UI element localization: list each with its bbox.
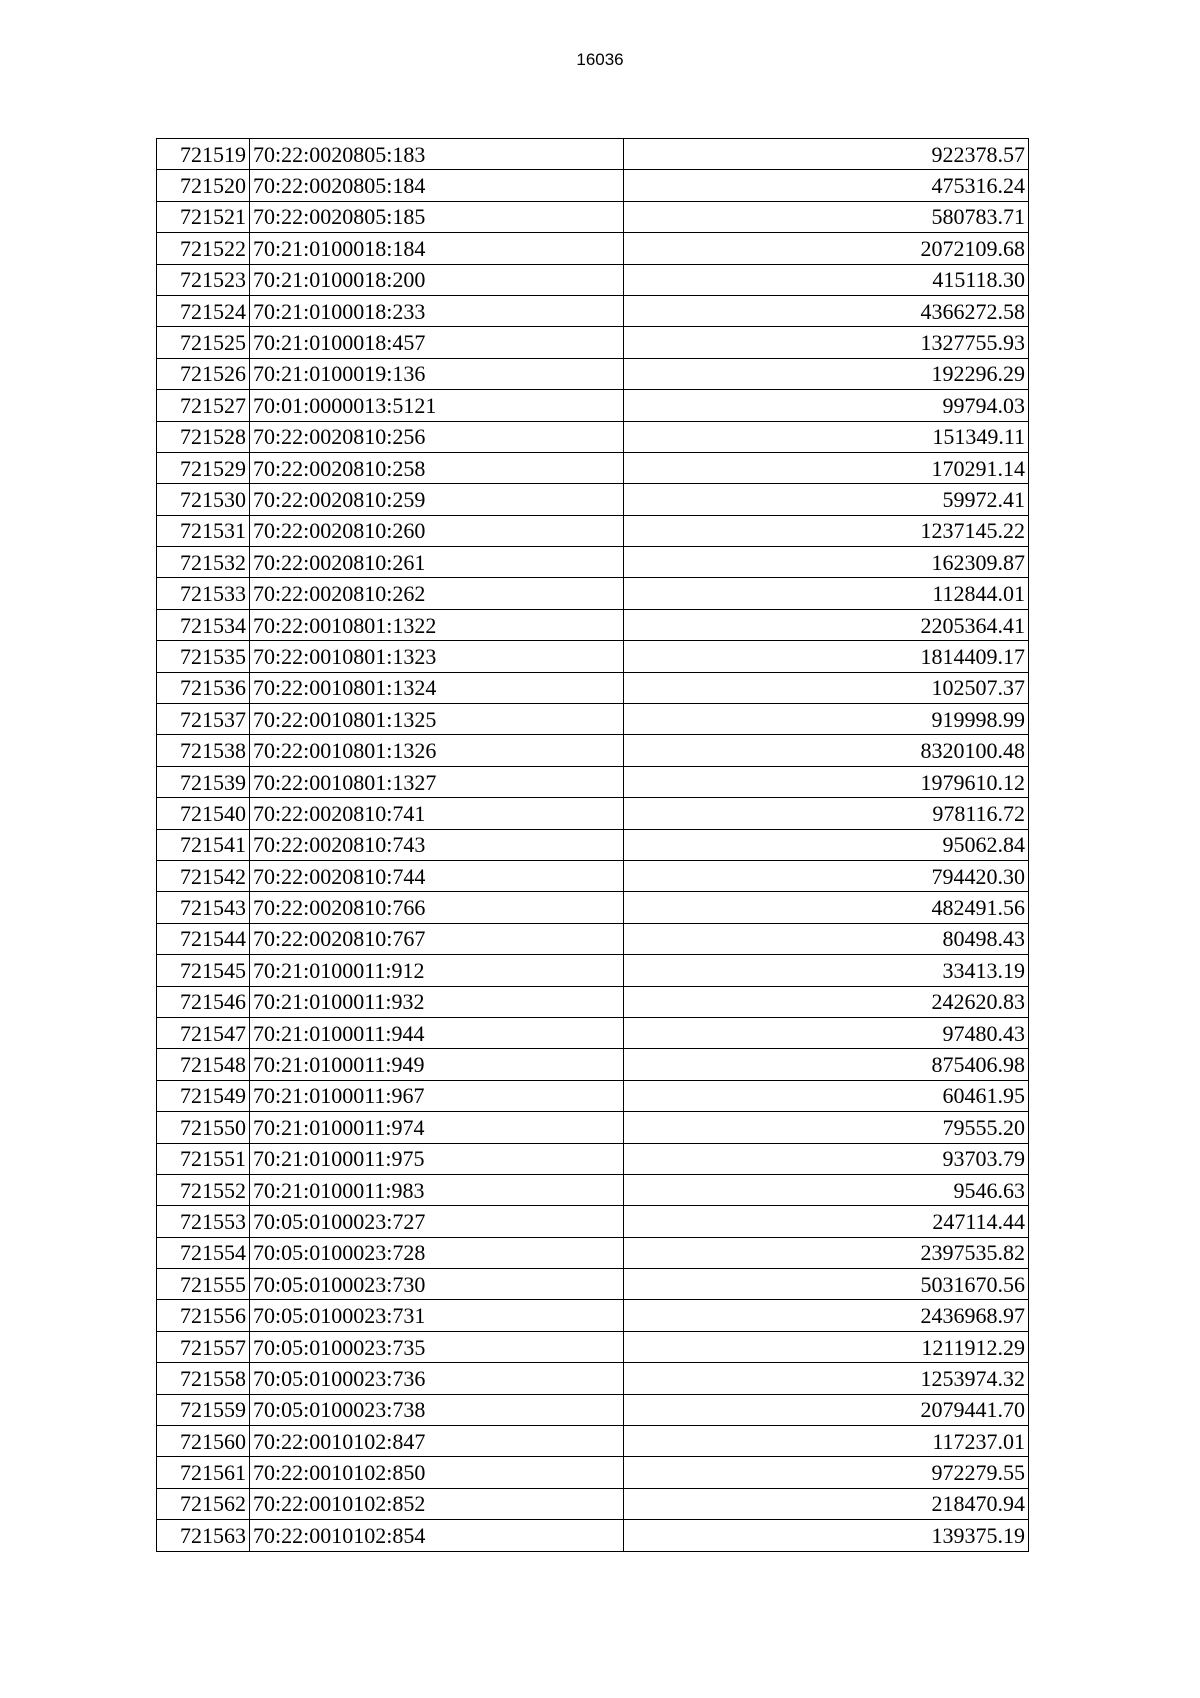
row-number: 721550 [157,1112,250,1143]
cadastral-number: 70:05:0100023:730 [250,1269,624,1300]
cadastral-value: 8320100.48 [624,735,1029,766]
cadastral-number: 70:05:0100023:736 [250,1363,624,1394]
table-row [157,1300,1029,1331]
table-row [157,515,1029,546]
row-number: 721544 [157,923,250,954]
cadastral-value: 875406.98 [624,1049,1029,1080]
cadastral-value: 919998.99 [624,704,1029,735]
row-number: 721553 [157,1206,250,1237]
table-row [157,1269,1029,1300]
cadastral-number: 70:21:0100011:983 [250,1174,624,1205]
cadastral-value: 112844.01 [624,578,1029,609]
row-number: 721558 [157,1363,250,1394]
cadastral-value: 4366272.58 [624,295,1029,326]
cadastral-value: 117237.01 [624,1426,1029,1457]
cadastral-value: 415118.30 [624,264,1029,295]
cadastral-number: 70:22:0010801:1326 [250,735,624,766]
cadastral-value: 99794.03 [624,390,1029,421]
cadastral-number: 70:22:0020810:741 [250,798,624,829]
row-number: 721539 [157,766,250,797]
row-number: 721543 [157,892,250,923]
cadastral-number: 70:22:0010102:847 [250,1426,624,1457]
table-row [157,1143,1029,1174]
cadastral-number: 70:22:0020805:183 [250,139,624,170]
cadastral-number: 70:22:0020810:259 [250,484,624,515]
table-row [157,1394,1029,1425]
row-number: 721541 [157,829,250,860]
cadastral-value: 102507.37 [624,672,1029,703]
table-row [157,484,1029,515]
row-number: 721545 [157,955,250,986]
cadastral-number: 70:22:0020810:766 [250,892,624,923]
table-row [157,1488,1029,1519]
row-number: 721527 [157,390,250,421]
row-number: 721552 [157,1174,250,1205]
table-row [157,1206,1029,1237]
cadastral-number: 70:21:0100011:949 [250,1049,624,1080]
cadastral-value: 5031670.56 [624,1269,1029,1300]
table-row [157,1237,1029,1268]
table-row [157,798,1029,829]
table-row [157,641,1029,672]
cadastral-number: 70:21:0100011:912 [250,955,624,986]
cadastral-number: 70:22:0020810:744 [250,860,624,891]
row-number: 721555 [157,1269,250,1300]
table-row [157,201,1029,232]
cadastral-value: 247114.44 [624,1206,1029,1237]
cadastral-value: 482491.56 [624,892,1029,923]
table-row [157,1112,1029,1143]
cadastral-number: 70:22:0020810:262 [250,578,624,609]
row-number: 721556 [157,1300,250,1331]
cadastral-number: 70:05:0100023:735 [250,1331,624,1362]
table-row [157,860,1029,891]
cadastral-number: 70:22:0020805:185 [250,201,624,232]
row-number: 721532 [157,547,250,578]
cadastral-value: 1814409.17 [624,641,1029,672]
cadastral-number: 70:05:0100023:727 [250,1206,624,1237]
cadastral-value: 162309.87 [624,547,1029,578]
table-row [157,735,1029,766]
table-row [157,704,1029,735]
cadastral-number: 70:21:0100011:974 [250,1112,624,1143]
row-number: 721562 [157,1488,250,1519]
table-row [157,358,1029,389]
cadastral-number: 70:22:0020805:184 [250,170,624,201]
row-number: 721549 [157,1080,250,1111]
cadastral-number: 70:01:0000013:5121 [250,390,624,421]
cadastral-number: 70:21:0100018:457 [250,327,624,358]
cadastral-value: 794420.30 [624,860,1029,891]
cadastral-value: 97480.43 [624,1017,1029,1048]
row-number: 721547 [157,1017,250,1048]
row-number: 721557 [157,1331,250,1362]
table-row [157,1520,1029,1551]
table-row [157,1174,1029,1205]
cadastral-value: 978116.72 [624,798,1029,829]
row-number: 721563 [157,1520,250,1551]
row-number: 721525 [157,327,250,358]
cadastral-value: 972279.55 [624,1457,1029,1488]
cadastral-number: 70:21:0100011:967 [250,1080,624,1111]
cadastral-number: 70:21:0100018:184 [250,233,624,264]
cadastral-number: 70:05:0100023:728 [250,1237,624,1268]
cadastral-number: 70:05:0100023:738 [250,1394,624,1425]
row-number: 721535 [157,641,250,672]
table-row [157,672,1029,703]
cadastral-value: 1211912.29 [624,1331,1029,1362]
row-number: 721561 [157,1457,250,1488]
row-number: 721528 [157,421,250,452]
row-number: 721526 [157,358,250,389]
table-row [157,892,1029,923]
cadastral-value: 139375.19 [624,1520,1029,1551]
cadastral-number: 70:21:0100018:233 [250,295,624,326]
table-row [157,170,1029,201]
cadastral-value: 9546.63 [624,1174,1029,1205]
row-number: 721534 [157,609,250,640]
row-number: 721551 [157,1143,250,1174]
row-number: 721538 [157,735,250,766]
cadastral-number: 70:21:0100011:944 [250,1017,624,1048]
table-row [157,1363,1029,1394]
row-number: 721536 [157,672,250,703]
cadastral-value: 79555.20 [624,1112,1029,1143]
cadastral-number: 70:21:0100019:136 [250,358,624,389]
cadastral-value: 2079441.70 [624,1394,1029,1425]
cadastral-number: 70:21:0100011:932 [250,986,624,1017]
table-row [157,1457,1029,1488]
table-row [157,923,1029,954]
row-number: 721520 [157,170,250,201]
cadastral-value: 1237145.22 [624,515,1029,546]
row-number: 721560 [157,1426,250,1457]
row-number: 721548 [157,1049,250,1080]
cadastral-number: 70:22:0010102:854 [250,1520,624,1551]
cadastral-number: 70:22:0010801:1327 [250,766,624,797]
row-number: 721531 [157,515,250,546]
table-row [157,421,1029,452]
cadastral-number: 70:21:0100018:200 [250,264,624,295]
row-number: 721530 [157,484,250,515]
cadastral-number: 70:22:0020810:743 [250,829,624,860]
table-row [157,327,1029,358]
table-row [157,578,1029,609]
cadastral-value: 151349.11 [624,421,1029,452]
table-row [157,829,1029,860]
cadastral-number: 70:22:0020810:260 [250,515,624,546]
cadastral-number: 70:22:0010801:1322 [250,609,624,640]
table-row [157,1426,1029,1457]
cadastral-value: 2072109.68 [624,233,1029,264]
cadastral-number: 70:22:0010801:1325 [250,704,624,735]
cadastral-value: 170291.14 [624,452,1029,483]
row-number: 721542 [157,860,250,891]
row-number: 721521 [157,201,250,232]
cadastral-value: 95062.84 [624,829,1029,860]
table-row [157,390,1029,421]
cadastral-value: 2397535.82 [624,1237,1029,1268]
table-row [157,1017,1029,1048]
table-row [157,233,1029,264]
table-row [157,264,1029,295]
cadastral-number: 70:22:0010801:1324 [250,672,624,703]
row-number: 721537 [157,704,250,735]
cadastral-value: 922378.57 [624,139,1029,170]
table-body [157,139,1029,1552]
cadastral-value: 1327755.93 [624,327,1029,358]
cadastral-value: 580783.71 [624,201,1029,232]
row-number: 721559 [157,1394,250,1425]
table-row [157,1080,1029,1111]
cadastral-value: 93703.79 [624,1143,1029,1174]
table-row [157,295,1029,326]
cadastral-value: 192296.29 [624,358,1029,389]
table-row [157,1049,1029,1080]
cadastral-number: 70:21:0100011:975 [250,1143,624,1174]
table-row [157,766,1029,797]
table-row [157,986,1029,1017]
cadastral-number: 70:22:0010102:850 [250,1457,624,1488]
row-number: 721519 [157,139,250,170]
cadastral-value: 218470.94 [624,1488,1029,1519]
cadastral-value: 1253974.32 [624,1363,1029,1394]
row-number: 721523 [157,264,250,295]
table-row [157,139,1029,170]
page-number: 16036 [576,50,624,69]
cadastral-value: 242620.83 [624,986,1029,1017]
row-number: 721546 [157,986,250,1017]
cadastral-number: 70:22:0020810:767 [250,923,624,954]
table-row [157,1331,1029,1362]
table-row [157,452,1029,483]
cadastral-number: 70:05:0100023:731 [250,1300,624,1331]
table-row [157,547,1029,578]
cadastral-value: 59972.41 [624,484,1029,515]
row-number: 721554 [157,1237,250,1268]
row-number: 721529 [157,452,250,483]
cadastral-value: 80498.43 [624,923,1029,954]
cadastral-value: 2205364.41 [624,609,1029,640]
cadastral-number: 70:22:0020810:261 [250,547,624,578]
row-number: 721540 [157,798,250,829]
cadastral-value: 33413.19 [624,955,1029,986]
table-row [157,609,1029,640]
cadastral-number: 70:22:0020810:258 [250,452,624,483]
cadastral-value: 475316.24 [624,170,1029,201]
cadastral-number: 70:22:0010801:1323 [250,641,624,672]
cadastral-value: 2436968.97 [624,1300,1029,1331]
cadastral-number: 70:22:0010102:852 [250,1488,624,1519]
cadastral-number: 70:22:0020810:256 [250,421,624,452]
row-number: 721524 [157,295,250,326]
row-number: 721522 [157,233,250,264]
cadastral-value: 1979610.12 [624,766,1029,797]
row-number: 721533 [157,578,250,609]
table-row [157,955,1029,986]
cadastral-value-table [156,138,1029,1552]
cadastral-value: 60461.95 [624,1080,1029,1111]
